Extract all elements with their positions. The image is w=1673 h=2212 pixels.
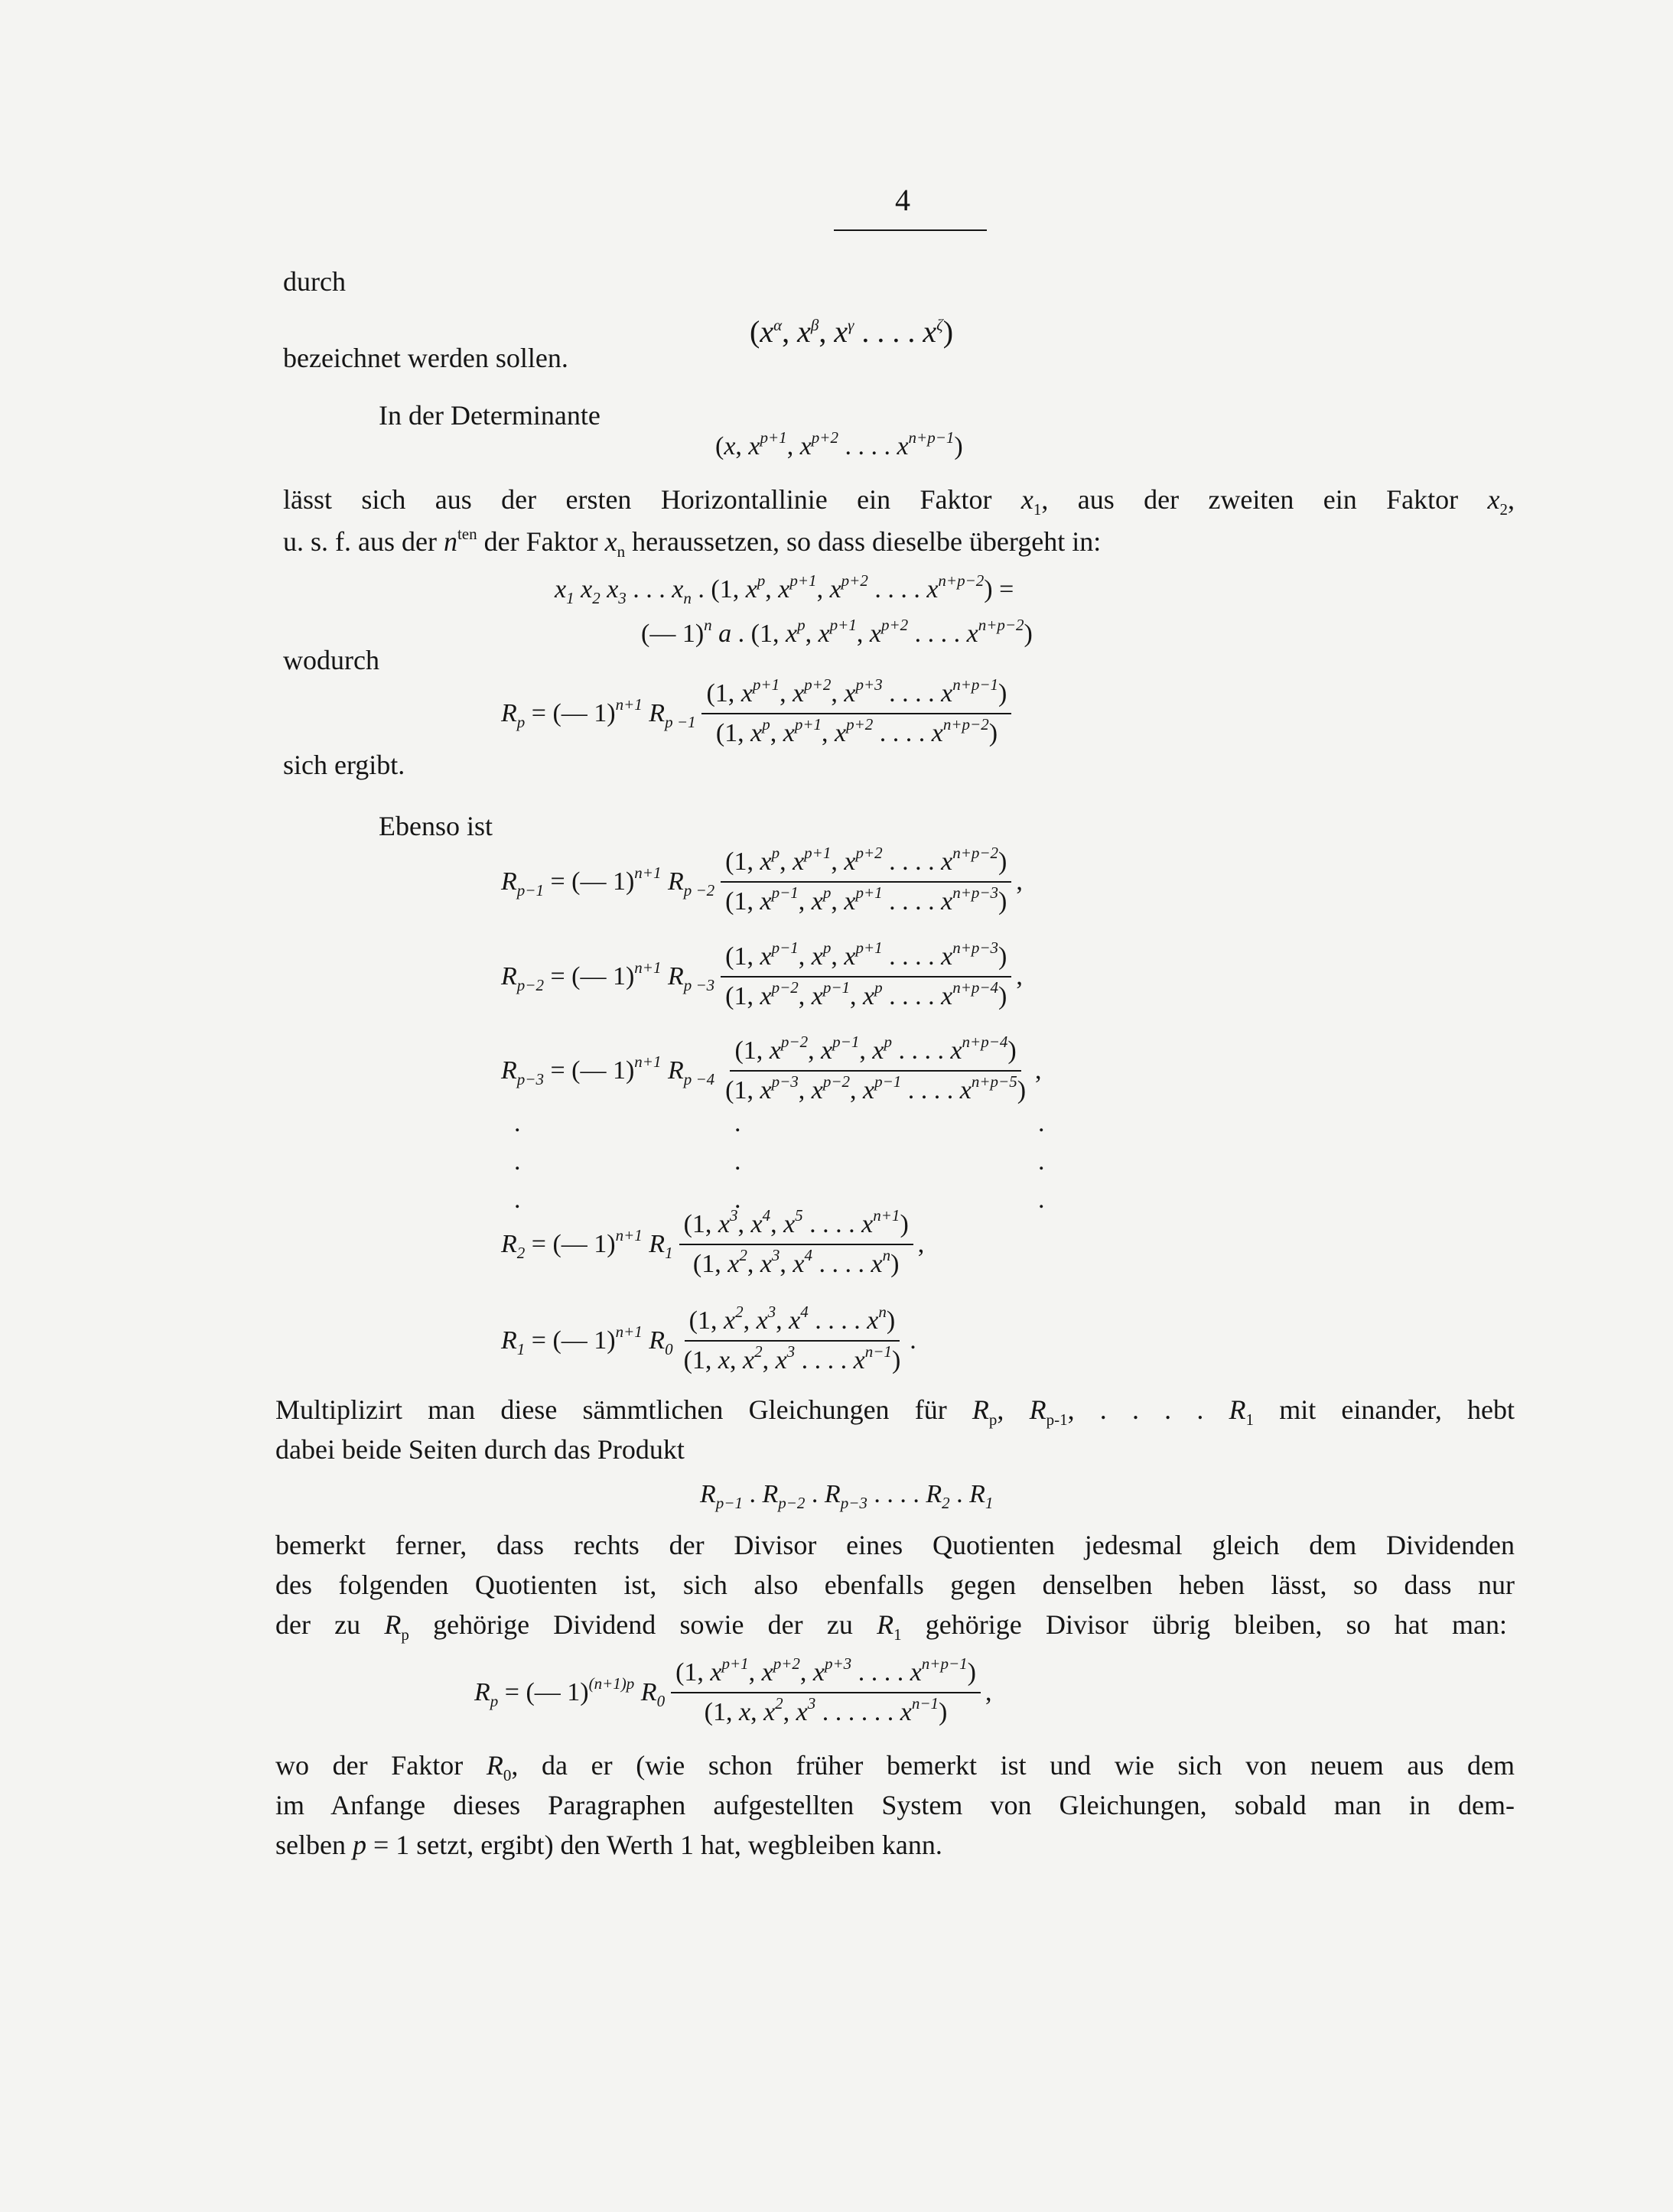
ellipsis-dot: . (734, 1147, 741, 1176)
equation-1b: (— 1)$^n$ a . (1, $x^p$, $x^{p+1}$, $x^{p+2}$ . . . . $x^{n+p-2}$) (641, 616, 1033, 648)
fraction-rp-3: $R_{p-3}$ = (— 1)$^{n+1}$ $R_{p -4}$ $\frac{(1, x^{p-2}, x^{p-1}, x^p . . . . x^{n+p-4})}{(1, x^{p-3}, x^{p-2}, x^{p-1} . . . . x^{n+p-5})}$ , (501, 1033, 1042, 1104)
line-laesst: lässt sich aus der ersten Horizontallinie ein Faktor $x_1$, aus der zweiten ein Faktor $x_2$, (283, 484, 1515, 519)
line-sich-ergibt: sich ergibt. (283, 750, 405, 780)
line-usf: u. s. f. aus der $n^{ten}$ der Faktor $x_n$ heraussetzen, so dass dieselbe übergeht in: (283, 525, 1102, 561)
page-number: 4 (895, 183, 910, 217)
tuple-alpha: ($x^\alpha$, $x^\beta$, $x^\gamma$ . . . . $x^\zeta$) (750, 314, 954, 349)
fraction-rp: $R_p$ = (— 1)$^{n+1}$ $R_{p -1}$ $\frac{(1, x^{p+1}, x^{p+2}, x^{p+3} . . . . x^{n+p-1})}{(1, x^p, x^{p+1}, x^{p+2} . . . . x^{n+p-2})}$ (501, 679, 1011, 748)
product: $R_{p-1}$ . $R_{p-2}$ . $R_{p-3}$ . . . . $R_2$ . $R_1$ (700, 1480, 994, 1512)
header-rule (834, 229, 987, 231)
line-ebenso: Ebenso ist (379, 811, 493, 841)
fraction-r1: $R_1$ = (— 1)$^{n+1}$ $R_0$ $\frac{(1, x^2, x^3, x^4 . . . . x^n)}{(1, x, x^2, x^3 . . . . x^{n-1})}$ . (501, 1303, 916, 1374)
fraction-rp-1: $R_{p-1}$ = (— 1)$^{n+1}$ $R_{p -2}$ $\frac{(1, x^p, x^{p+1}, x^{p+2} . . . . x^{n+p-2})}{(1, x^{p-1}, x^p, x^{p+1} . . . . x^{n+p-3})}$ , (501, 844, 1023, 916)
line-des-folgenden: des folgenden Quotienten ist, sich also ebenfalls gegen denselben heben lässt, so dass nur (275, 1570, 1515, 1600)
fraction-final: $R_p$ = (— 1)$^{(n+1)p}$ $R_0$ $\frac{(1, x^{p+1}, x^{p+2}, x^{p+3} . . . . x^{n+p-1})}{(1, x, x^2, x^3 . . . . . . x^{n-1})}$ , (474, 1654, 992, 1726)
line-in-der: In der Determinante (379, 400, 601, 431)
line-selben: selben p = 1 setzt, ergibt) den Werth 1 hat, wegbleiben kann. (275, 1830, 942, 1860)
determinant: (x, $x^{p+1}$, $x^{p+2}$ . . . . $x^{n+p-1}$) (715, 428, 963, 460)
ellipsis-dot: . (514, 1147, 521, 1176)
line-bezeichnet: bezeichnet werden sollen. (283, 343, 568, 373)
line-im-anfange: im Anfange dieses Paragraphen aufgestellten System von Gleichungen, sobald man in dem- (275, 1790, 1515, 1820)
line-wo-der: wo der Faktor $R_0$, da er (wie schon früher bemerkt ist und wie sich von neuem aus dem (275, 1750, 1515, 1784)
ellipsis-dot: . (514, 1186, 521, 1214)
ellipsis-dot: . (1038, 1147, 1045, 1176)
line-dabei: dabei beide Seiten durch das Produkt (275, 1434, 685, 1465)
ellipsis-dot: . (734, 1186, 741, 1214)
ellipsis-dot: . (1038, 1109, 1045, 1137)
ellipsis-dot: . (1038, 1186, 1045, 1214)
ellipsis-dot: . (514, 1109, 521, 1137)
line-bemerkt: bemerkt ferner, dass rechts der Divisor eines Quotienten jedesmal gleich dem Dividenden (275, 1530, 1515, 1560)
equation-1a: $x_1$ $x_2$ $x_3$ . . . $x_n$ . (1, $x^p$, $x^{p+1}$, $x^{p+2}$ . . . . $x^{n+p-2}$) = (555, 571, 1014, 607)
fraction-rp-2: $R_{p-2}$ = (— 1)$^{n+1}$ $R_{p -3}$ $\frac{(1, x^{p-1}, x^p, x^{p+1} . . . . x^{n+p-3})}{(1, x^{p-2}, x^{p-1}, x^p . . . . x^{n+p-4})}$ , (501, 938, 1023, 1010)
line-multiplizirt: Multiplizirt man diese sämmtlichen Gleichungen für $R_p$, $R_{p-1}$, . . . . $R_1$ mit einander, hebt (275, 1394, 1515, 1429)
ellipsis-dot: . (734, 1109, 741, 1137)
fraction-r2: $R_2$ = (— 1)$^{n+1}$ $R_1$ $\frac{(1, x^3, x^4, x^5 . . . . x^{n+1})}{(1, x^2, x^3, x^4 . . . . x^n)}$ , (501, 1206, 925, 1278)
line-der-zu: der zu $R_p$ gehörige Dividend sowie der zu $R_1$ gehörige Divisor übrig bleiben, so hat man: (275, 1609, 1507, 1644)
line-durch: durch (283, 266, 346, 297)
line-wodurch: wodurch (283, 645, 379, 675)
